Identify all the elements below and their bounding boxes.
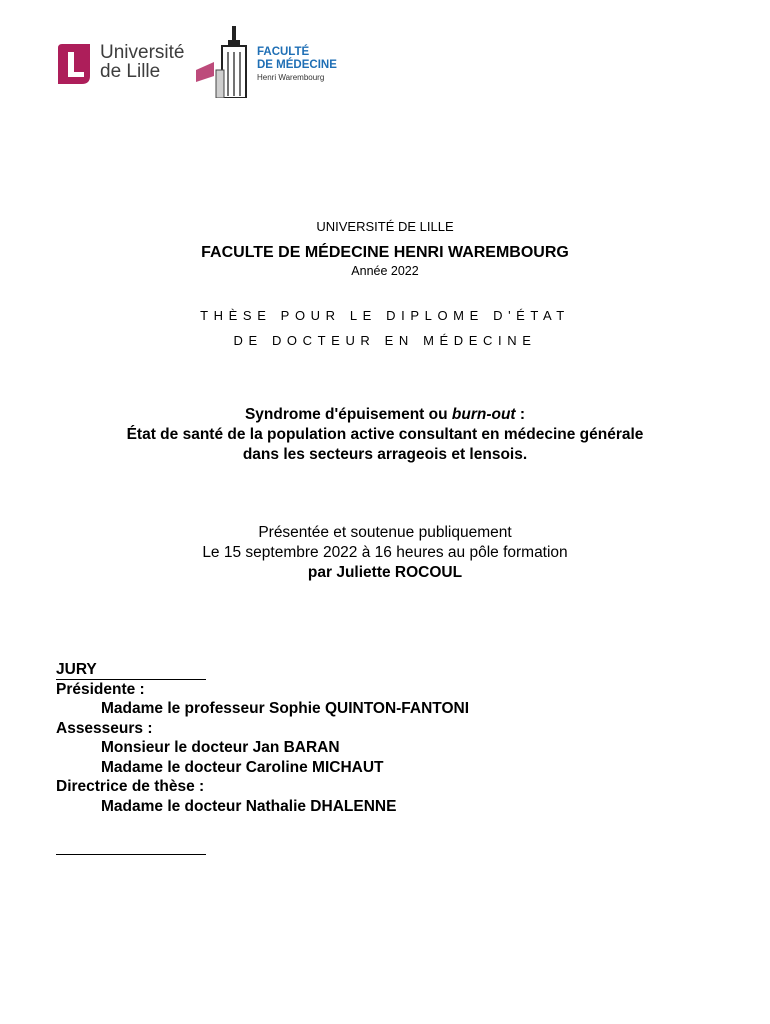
thesis-title-line3: dans les secteurs arrageois et lensois. [242,446,528,463]
academic-year: Année 2022 [351,264,419,278]
assessors-label: Assesseurs : [56,719,153,737]
universite-de-lille-mark-icon [54,42,94,86]
de-medecine-label: DE MÉDECINE [257,59,337,71]
faculte-label: FACULTÉ [257,46,310,58]
universite-label: Université [100,42,185,63]
thesis-title-line1 [0,406,770,424]
faculte-medecine-wordmark [257,46,337,83]
thesis-type-line1: THÈSE POUR LE DIPLOME D'ÉTAT [200,308,570,323]
universite-de-lille-wordmark [100,43,184,81]
de-lille-label: de Lille [100,61,161,82]
presentation-line1: Présentée et soutenue publiquement [258,524,512,541]
jury-section [56,660,469,816]
assessor-name-1: Monsieur le docteur Jan BARAN [101,739,340,756]
thesis-title-line2: État de santé de la population active consultant en médecine générale [126,426,644,443]
thesis-type-line2: DE DOCTEUR EN MÉDECINE [233,333,537,348]
henri-warembourg-label: Henri Warembourg [257,73,325,82]
presentation-date: Le 15 septembre 2022 à 16 heures au pôle formation [202,544,568,561]
jury-heading: JURY [56,661,97,678]
thesis-title-suffix: : [515,406,526,423]
jury-bottom-divider [56,854,206,855]
director-label: Directrice de thèse : [56,778,205,795]
university-name: UNIVERSITÉ DE LILLE [316,219,454,234]
thesis-title-italic-term: burn-out [451,406,516,423]
logo-band [52,26,372,98]
faculty-name: FACULTE DE MÉDECINE HENRI WAREMBOURG [201,244,569,261]
thesis-title-prefix: Syndrome d'épuisement ou [244,406,452,423]
assessor-name-2: Madame le docteur Caroline MICHAUT [101,758,384,776]
director-name: Madame le docteur Nathalie DHALENNE [101,797,397,815]
author-name: par Juliette ROCOUL [307,564,463,581]
president-label: Présidente : [56,680,145,698]
president-name: Madame le professeur Sophie QUINTON-FANTONI [101,700,470,717]
faculte-medecine-building-icon [194,26,254,98]
